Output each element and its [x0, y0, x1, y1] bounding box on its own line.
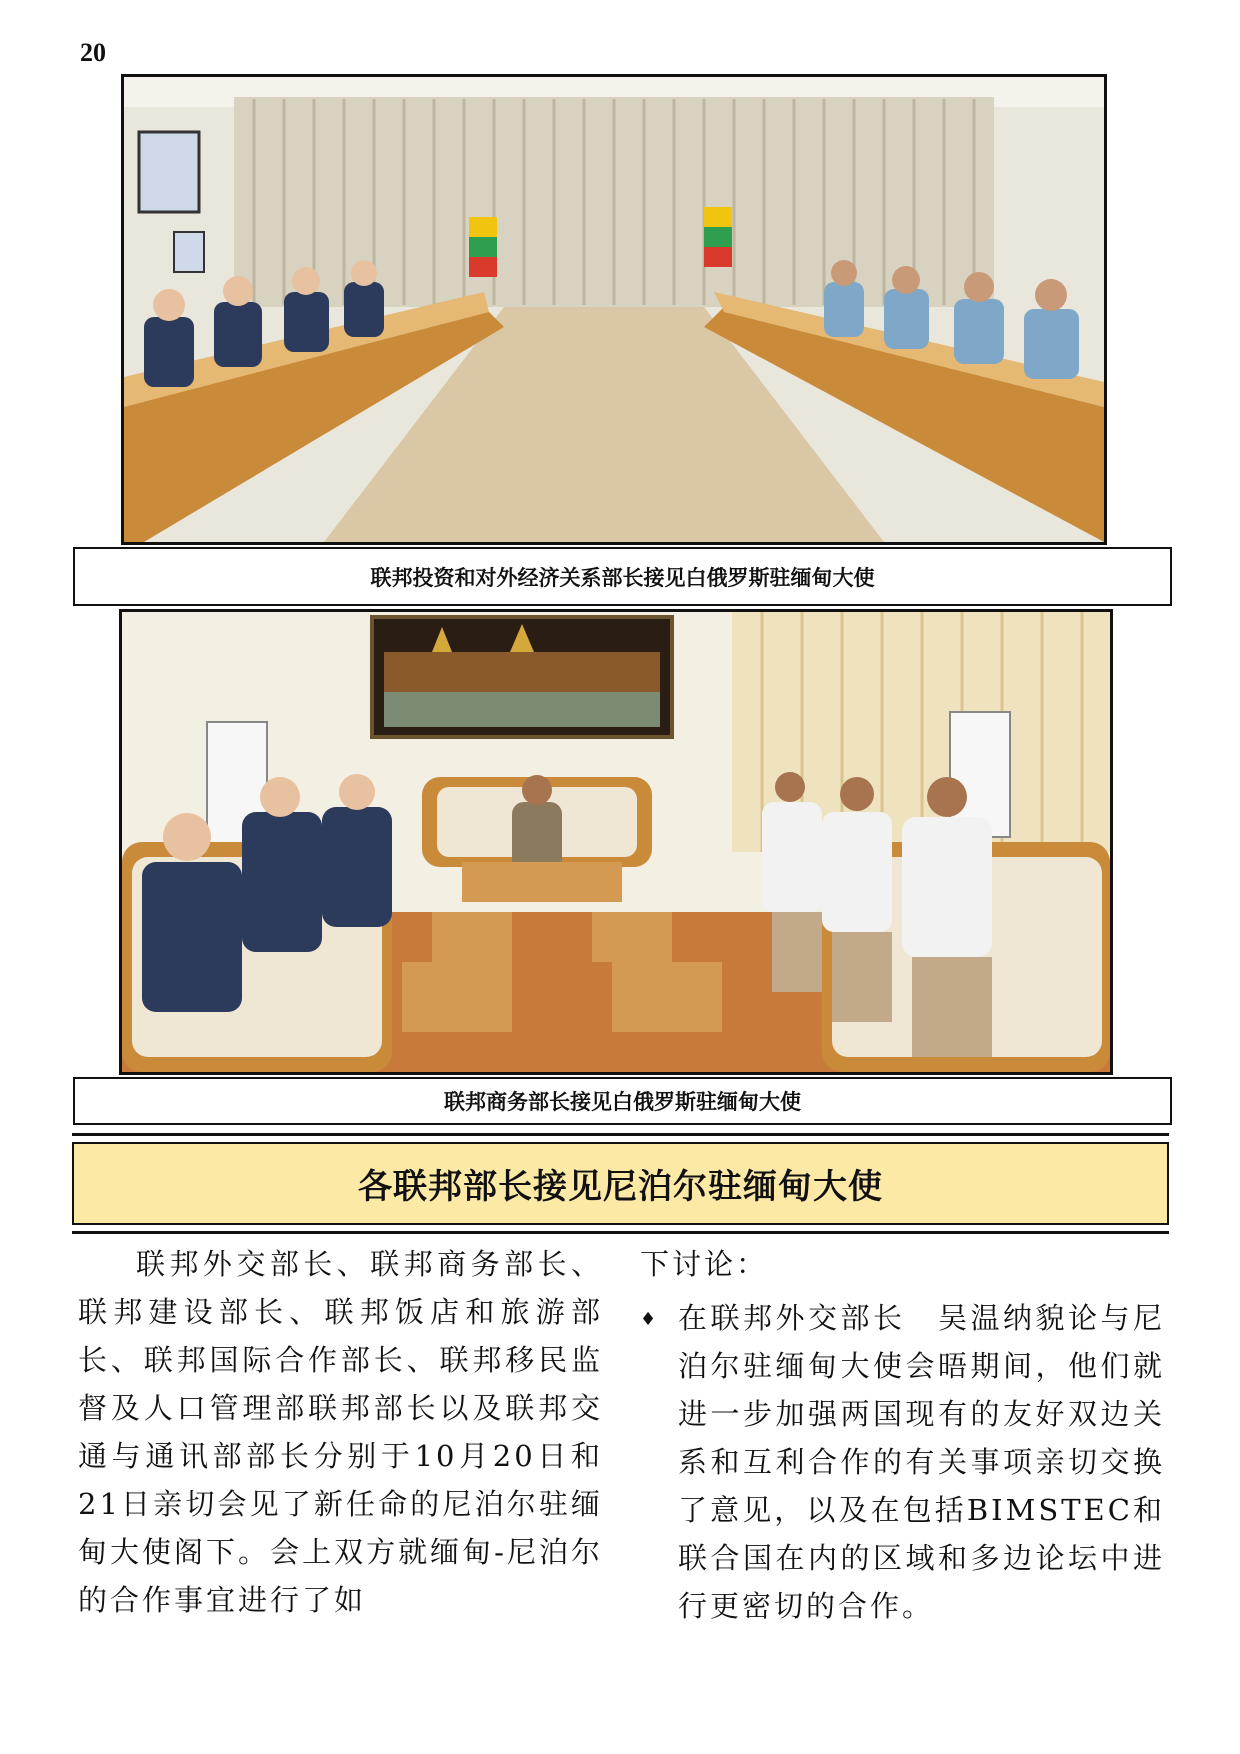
meeting-room-illustration: [124, 77, 1104, 542]
article-right-column: [640, 1240, 1165, 1630]
photo-caption-2-text: 联邦商务部长接见白俄罗斯驻缅甸大使: [444, 1090, 801, 1114]
meeting-photo-1: [121, 74, 1107, 545]
photo-caption-1: [73, 547, 1172, 606]
article-bullet-text: 在联邦外交部长 吴温纳貌论与尼泊尔驻缅甸大使会晤期间，他们就进一步加强两国现有的友好双边关系和互利合作的有关事项亲切交换了意见，以及在包括BIMSTEC和联合国在内的区域和多边论坛中进行更密切的合作。: [678, 1301, 1165, 1623]
diamond-bullet-icon: ♦: [640, 1309, 657, 1330]
meeting-photo-2: [119, 609, 1113, 1075]
reception-room-illustration: [122, 612, 1110, 1072]
article-title: 各联邦部长接见尼泊尔驻缅甸大使: [72, 1142, 1169, 1225]
article-title-band: [72, 1133, 1169, 1234]
article-left-column: 联邦外交部长、联邦商务部长、联邦建设部长、联邦饭店和旅游部长、联邦国际合作部长、联邦移民监督及人口管理部联邦部长以及联邦交通与通讯部部长分别于10月20日和21日亲切会见了新任命的尼泊尔驻缅甸大使阁下。会上双方就缅甸-尼泊尔的合作事宜进行了如: [78, 1247, 603, 1617]
page-number: 20: [80, 38, 106, 67]
article-continuation: 下讨论：: [640, 1247, 769, 1281]
article-bullet-item: [640, 1294, 1165, 1630]
photo-caption-1-text: 联邦投资和对外经济关系部长接见白俄罗斯驻缅甸大使: [370, 565, 875, 590]
photo-caption-2: [73, 1077, 1172, 1125]
